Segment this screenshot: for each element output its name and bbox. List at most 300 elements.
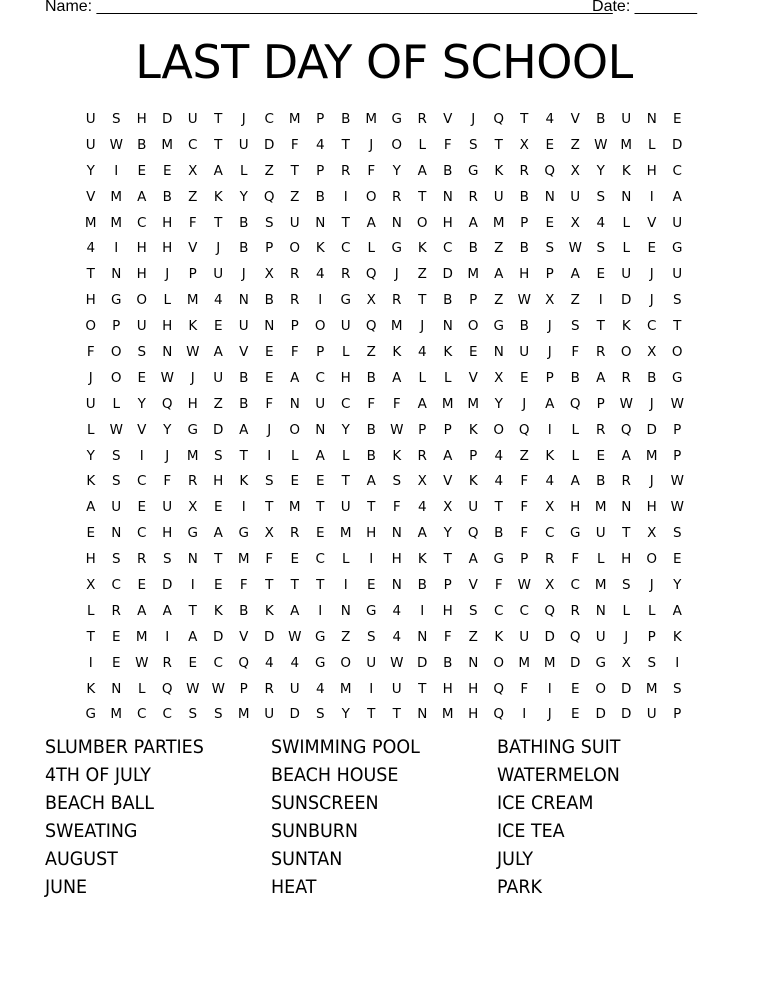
grid-letter: T bbox=[494, 499, 503, 516]
grid-letter: C bbox=[341, 395, 351, 412]
grid-letter: P bbox=[469, 447, 478, 464]
grid-letter: E bbox=[162, 162, 172, 179]
grid-row bbox=[78, 573, 690, 599]
grid-letter: A bbox=[86, 499, 96, 516]
grid-letter: T bbox=[494, 136, 503, 153]
grid-letter: W bbox=[670, 499, 684, 516]
grid-letter: T bbox=[392, 706, 401, 723]
grid-letter: Y bbox=[596, 162, 605, 179]
grid-letter: B bbox=[341, 111, 351, 127]
grid-letter: W bbox=[135, 654, 149, 671]
grid-letter: S bbox=[213, 706, 223, 723]
grid-row bbox=[78, 625, 690, 651]
grid-letter: G bbox=[111, 292, 122, 309]
grid-letter: E bbox=[366, 577, 376, 594]
grid-letter: Y bbox=[443, 525, 452, 542]
grid-letter: H bbox=[85, 292, 96, 309]
grid-letter: N bbox=[417, 628, 428, 645]
grid-letter: W bbox=[594, 136, 608, 153]
grid-letter: A bbox=[621, 447, 631, 464]
grid-letter: A bbox=[672, 602, 682, 619]
grid-letter: K bbox=[494, 162, 504, 179]
grid-letter: F bbox=[443, 628, 452, 645]
word-list-item: WATERMELON bbox=[497, 764, 620, 786]
grid-letter: C bbox=[519, 602, 529, 619]
grid-letter: D bbox=[646, 421, 657, 438]
grid-row bbox=[78, 340, 690, 366]
grid-letter: N bbox=[468, 654, 479, 671]
grid-letter: R bbox=[290, 292, 300, 309]
grid-letter: R bbox=[621, 369, 631, 386]
grid-letter: Q bbox=[493, 111, 505, 127]
grid-letter: H bbox=[468, 706, 479, 723]
grid-letter: H bbox=[340, 369, 351, 386]
grid-letter: A bbox=[366, 473, 376, 490]
grid-letter: F bbox=[494, 577, 503, 594]
grid-letter: U bbox=[493, 188, 504, 205]
grid-letter: A bbox=[392, 369, 402, 386]
grid-letter: S bbox=[111, 551, 121, 568]
grid-letter: B bbox=[239, 602, 249, 619]
grid-letter: E bbox=[213, 577, 223, 594]
grid-letter: H bbox=[162, 240, 173, 257]
grid-letter: W bbox=[517, 292, 531, 309]
grid-letter: C bbox=[315, 551, 325, 568]
grid-letter: P bbox=[443, 577, 452, 594]
grid-letter: Q bbox=[365, 266, 377, 283]
word-list-item: BEACH HOUSE bbox=[271, 764, 399, 786]
grid-letter: P bbox=[443, 421, 452, 438]
grid-letter: K bbox=[545, 447, 555, 464]
grid-letter: M bbox=[441, 706, 454, 723]
grid-letter: U bbox=[519, 344, 530, 361]
grid-letter: B bbox=[315, 188, 325, 205]
grid-letter: E bbox=[468, 344, 478, 361]
grid-letter: E bbox=[647, 240, 657, 257]
grid-letter: H bbox=[621, 551, 632, 568]
grid-letter: D bbox=[264, 628, 275, 645]
grid-letter: T bbox=[622, 525, 631, 542]
grid-letter: V bbox=[468, 577, 478, 594]
grid-letter: G bbox=[85, 706, 96, 723]
grid-letter: L bbox=[571, 447, 580, 464]
grid-letter: W bbox=[186, 680, 200, 697]
grid-letter: E bbox=[570, 706, 580, 723]
grid-letter: T bbox=[265, 577, 274, 594]
grid-letter: U bbox=[85, 395, 96, 412]
grid-letter: N bbox=[595, 602, 606, 619]
grid-letter: Z bbox=[494, 240, 504, 257]
grid-letter: I bbox=[165, 628, 170, 645]
grid-letter: R bbox=[417, 447, 427, 464]
grid-letter: L bbox=[647, 602, 656, 619]
word-list-item: SUNSCREEN bbox=[271, 792, 379, 814]
grid-letter: S bbox=[570, 318, 580, 335]
word-list-item: ICE TEA bbox=[497, 820, 565, 842]
grid-letter: R bbox=[545, 551, 555, 568]
grid-letter: Z bbox=[366, 344, 376, 361]
grid-letter: U bbox=[595, 525, 606, 542]
grid-letter: J bbox=[547, 706, 552, 723]
grid-letter: P bbox=[545, 369, 554, 386]
grid-letter: Z bbox=[519, 447, 529, 464]
grid-letter: K bbox=[392, 344, 402, 361]
grid-letter: L bbox=[86, 421, 95, 438]
grid-letter: T bbox=[316, 577, 325, 594]
grid-letter: Z bbox=[570, 136, 580, 153]
grid-letter: P bbox=[673, 706, 682, 723]
grid-letter: V bbox=[570, 111, 580, 127]
grid-letter: T bbox=[596, 318, 605, 335]
grid-letter: A bbox=[596, 369, 606, 386]
grid-letter: G bbox=[391, 240, 402, 257]
grid-letter: W bbox=[390, 421, 404, 438]
grid-letter: M bbox=[84, 214, 97, 231]
grid-letter: A bbox=[672, 188, 682, 205]
grid-letter: A bbox=[417, 162, 427, 179]
grid-letter: H bbox=[442, 214, 453, 231]
grid-letter: L bbox=[596, 551, 605, 568]
grid-letter: K bbox=[443, 344, 453, 361]
grid-letter: G bbox=[570, 525, 581, 542]
grid-letter: K bbox=[213, 188, 223, 205]
grid-letter: S bbox=[137, 344, 147, 361]
grid-row bbox=[78, 211, 690, 237]
grid-letter: P bbox=[596, 395, 605, 412]
grid-letter: B bbox=[494, 525, 504, 542]
grid-letter: U bbox=[519, 628, 530, 645]
grid-letter: R bbox=[188, 473, 198, 490]
grid-letter: C bbox=[672, 162, 682, 179]
name-line: Name: __________________________________________________________ bbox=[45, 0, 613, 15]
grid-letter: M bbox=[288, 499, 301, 516]
grid-letter: 4 bbox=[392, 628, 402, 645]
grid-letter: Q bbox=[467, 525, 479, 542]
grid-letter: Q bbox=[569, 395, 581, 412]
grid-letter: C bbox=[137, 706, 147, 723]
grid-letter: M bbox=[645, 680, 658, 697]
grid-letter: A bbox=[137, 602, 147, 619]
grid-letter: F bbox=[367, 162, 376, 179]
grid-letter: V bbox=[239, 628, 249, 645]
grid-letter: R bbox=[621, 473, 631, 490]
grid-letter: V bbox=[137, 421, 147, 438]
word-list-item: SLUMBER PARTIES bbox=[45, 736, 204, 758]
grid-letter: N bbox=[621, 499, 632, 516]
grid-letter: F bbox=[290, 136, 299, 153]
grid-letter: L bbox=[622, 602, 631, 619]
grid-letter: C bbox=[545, 525, 555, 542]
grid-letter: K bbox=[417, 240, 427, 257]
grid-letter: E bbox=[315, 473, 325, 490]
grid-letter: G bbox=[187, 421, 198, 438]
grid-letter: U bbox=[85, 111, 96, 127]
grid-letter: W bbox=[186, 344, 200, 361]
grid-letter: Y bbox=[163, 421, 172, 438]
grid-letter: S bbox=[111, 473, 121, 490]
grid-letter: U bbox=[162, 499, 173, 516]
grid-letter: P bbox=[647, 628, 656, 645]
grid-letter: I bbox=[267, 447, 272, 464]
grid-letter: E bbox=[86, 525, 96, 542]
grid-letter: D bbox=[417, 654, 428, 671]
grid-letter: G bbox=[595, 654, 606, 671]
grid-letter: D bbox=[213, 628, 224, 645]
grid-letter: N bbox=[111, 525, 122, 542]
word-list bbox=[45, 733, 735, 901]
grid-letter: O bbox=[620, 344, 632, 361]
grid-letter: S bbox=[647, 654, 657, 671]
grid-letter: J bbox=[241, 266, 246, 283]
grid-letter: R bbox=[290, 525, 300, 542]
grid-letter: O bbox=[110, 344, 122, 361]
grid-letter: T bbox=[443, 551, 452, 568]
grid-letter: T bbox=[290, 162, 299, 179]
grid-letter: M bbox=[365, 111, 378, 127]
grid-letter: B bbox=[443, 162, 453, 179]
grid-letter: J bbox=[471, 111, 476, 127]
grid-letter: B bbox=[647, 369, 657, 386]
grid-row bbox=[78, 547, 690, 573]
grid-letter: U bbox=[570, 188, 581, 205]
grid-letter: 4 bbox=[494, 447, 504, 464]
word-list-item: HEAT bbox=[271, 876, 317, 898]
grid-letter: I bbox=[547, 421, 552, 438]
grid-letter: P bbox=[469, 292, 478, 309]
grid-letter: M bbox=[339, 525, 352, 542]
grid-letter: D bbox=[442, 266, 453, 283]
grid-letter: S bbox=[264, 473, 274, 490]
grid-letter: N bbox=[391, 214, 402, 231]
grid-letter: K bbox=[621, 162, 631, 179]
grid-letter: A bbox=[188, 628, 198, 645]
grid-letter: K bbox=[494, 628, 504, 645]
grid-letter: I bbox=[675, 654, 680, 671]
grid-letter: B bbox=[264, 292, 274, 309]
grid-letter: N bbox=[391, 525, 402, 542]
grid-letter: F bbox=[265, 395, 274, 412]
grid-letter: K bbox=[468, 421, 478, 438]
grid-letter: R bbox=[111, 602, 121, 619]
grid-letter: D bbox=[162, 577, 173, 594]
grid-letter: O bbox=[391, 136, 403, 153]
grid-letter: N bbox=[111, 680, 122, 697]
grid-letter: D bbox=[621, 292, 632, 309]
grid-letter: E bbox=[111, 628, 121, 645]
grid-letter: I bbox=[522, 706, 527, 723]
grid-letter: C bbox=[443, 240, 453, 257]
grid-letter: N bbox=[621, 188, 632, 205]
grid-letter: 4 bbox=[264, 654, 274, 671]
grid-letter: 4 bbox=[315, 136, 325, 153]
grid-letter: P bbox=[188, 266, 197, 283]
grid-letter: A bbox=[494, 266, 504, 283]
grid-letter: N bbox=[493, 344, 504, 361]
grid-letter: Q bbox=[238, 654, 250, 671]
grid-letter: E bbox=[213, 499, 223, 516]
grid-letter: 4 bbox=[315, 266, 325, 283]
grid-letter: F bbox=[571, 551, 580, 568]
grid-letter: W bbox=[211, 680, 225, 697]
grid-letter: E bbox=[137, 577, 147, 594]
grid-letter: X bbox=[545, 292, 555, 309]
grid-row bbox=[78, 392, 690, 418]
grid-letter: D bbox=[162, 111, 173, 127]
word-list-item: SWIMMING POOL bbox=[271, 736, 420, 758]
grid-letter: L bbox=[367, 240, 376, 257]
grid-letter: W bbox=[670, 395, 684, 412]
grid-letter: J bbox=[649, 266, 654, 283]
grid-letter: J bbox=[165, 447, 170, 464]
grid-letter: P bbox=[239, 680, 248, 697]
grid-letter: U bbox=[672, 214, 683, 231]
grid-letter: J bbox=[649, 292, 654, 309]
grid-letter: G bbox=[468, 162, 479, 179]
grid-letter: I bbox=[369, 680, 374, 697]
grid-letter: M bbox=[186, 292, 199, 309]
grid-letter: S bbox=[111, 447, 121, 464]
grid-letter: N bbox=[238, 292, 249, 309]
grid-letter: G bbox=[493, 551, 504, 568]
grid-letter: M bbox=[467, 395, 480, 412]
grid-letter: E bbox=[545, 136, 555, 153]
grid-letter: O bbox=[110, 369, 122, 386]
grid-letter: A bbox=[570, 473, 580, 490]
grid-letter: E bbox=[264, 344, 274, 361]
grid-letter: Z bbox=[264, 162, 274, 179]
grid-letter: D bbox=[570, 654, 581, 671]
grid-letter: B bbox=[366, 421, 376, 438]
grid-letter: X bbox=[494, 369, 504, 386]
grid-letter: L bbox=[86, 602, 95, 619]
grid-letter: Q bbox=[365, 318, 377, 335]
grid-letter: P bbox=[290, 318, 299, 335]
grid-letter: C bbox=[570, 577, 580, 594]
grid-letter: W bbox=[670, 473, 684, 490]
grid-letter: O bbox=[289, 240, 301, 257]
grid-letter: F bbox=[367, 395, 376, 412]
grid-letter: F bbox=[520, 499, 529, 516]
grid-letter: I bbox=[88, 654, 93, 671]
grid-letter: K bbox=[239, 473, 249, 490]
grid-letter: Q bbox=[263, 188, 275, 205]
grid-letter: O bbox=[289, 421, 301, 438]
grid-letter: I bbox=[598, 292, 603, 309]
grid-letter: F bbox=[239, 577, 248, 594]
grid-letter: X bbox=[570, 162, 580, 179]
grid-letter: B bbox=[519, 188, 529, 205]
grid-letter: J bbox=[165, 266, 170, 283]
grid-letter: Q bbox=[493, 680, 505, 697]
grid-letter: X bbox=[188, 162, 198, 179]
grid-letter: H bbox=[366, 525, 377, 542]
grid-letter: H bbox=[646, 162, 657, 179]
grid-row bbox=[78, 418, 690, 444]
grid-letter: T bbox=[239, 447, 248, 464]
grid-letter: M bbox=[594, 577, 607, 594]
word-list-item: SUNTAN bbox=[271, 848, 343, 870]
grid-letter: Z bbox=[570, 292, 580, 309]
grid-letter: V bbox=[188, 240, 198, 257]
grid-letter: C bbox=[137, 214, 147, 231]
word-list-item: PARK bbox=[497, 876, 542, 898]
grid-letter: R bbox=[596, 344, 606, 361]
grid-letter: F bbox=[163, 473, 172, 490]
grid-letter: L bbox=[341, 344, 350, 361]
grid-letter: Z bbox=[417, 266, 427, 283]
grid-letter: H bbox=[136, 266, 147, 283]
grid-letter: L bbox=[341, 551, 350, 568]
grid-letter: T bbox=[290, 577, 299, 594]
grid-letter: L bbox=[647, 136, 656, 153]
grid-letter: P bbox=[545, 266, 554, 283]
grid-row bbox=[78, 677, 690, 703]
grid-letter: U bbox=[238, 318, 249, 335]
grid-row bbox=[78, 185, 690, 211]
grid-letter: X bbox=[264, 525, 274, 542]
grid-letter: T bbox=[418, 292, 427, 309]
grid-row bbox=[78, 444, 690, 470]
grid-letter: G bbox=[315, 654, 326, 671]
grid-letter: U bbox=[340, 499, 351, 516]
grid-letter: N bbox=[646, 111, 657, 127]
grid-letter: P bbox=[316, 344, 325, 361]
grid-letter: X bbox=[86, 577, 96, 594]
grid-row bbox=[78, 314, 690, 340]
grid-letter: E bbox=[290, 473, 300, 490]
grid-letter: H bbox=[646, 499, 657, 516]
grid-letter: A bbox=[239, 421, 249, 438]
grid-letter: T bbox=[367, 706, 376, 723]
grid-letter: H bbox=[519, 266, 530, 283]
grid-letter: N bbox=[111, 266, 122, 283]
grid-letter: M bbox=[135, 628, 148, 645]
grid-letter: M bbox=[620, 136, 633, 153]
grid-letter: U bbox=[621, 266, 632, 283]
grid-letter: H bbox=[391, 551, 402, 568]
grid-row bbox=[78, 133, 690, 159]
grid-letter: B bbox=[417, 577, 427, 594]
grid-letter: Y bbox=[673, 577, 682, 594]
grid-row bbox=[78, 521, 690, 547]
grid-letter: R bbox=[392, 188, 402, 205]
grid-letter: 4 bbox=[596, 214, 606, 231]
grid-letter: L bbox=[571, 421, 580, 438]
grid-letter: R bbox=[519, 162, 529, 179]
grid-letter: P bbox=[673, 421, 682, 438]
grid-letter: J bbox=[547, 318, 552, 335]
grid-row bbox=[78, 599, 690, 625]
grid-letter: B bbox=[519, 240, 529, 257]
grid-letter: M bbox=[110, 214, 123, 231]
grid-letter: Y bbox=[86, 162, 95, 179]
grid-letter: T bbox=[341, 214, 350, 231]
grid-letter: M bbox=[492, 214, 505, 231]
grid-letter: Q bbox=[518, 421, 530, 438]
grid-letter: X bbox=[545, 499, 555, 516]
grid-letter: A bbox=[213, 162, 223, 179]
grid-letter: E bbox=[596, 447, 606, 464]
grid-letter: E bbox=[672, 551, 682, 568]
date-line: Date: _______ bbox=[592, 0, 697, 15]
grid-letter: W bbox=[109, 421, 123, 438]
grid-letter: C bbox=[213, 654, 223, 671]
grid-letter: E bbox=[570, 680, 580, 697]
grid-letter: L bbox=[443, 369, 452, 386]
grid-letter: R bbox=[596, 421, 606, 438]
grid-letter: B bbox=[366, 369, 376, 386]
grid-letter: P bbox=[673, 447, 682, 464]
